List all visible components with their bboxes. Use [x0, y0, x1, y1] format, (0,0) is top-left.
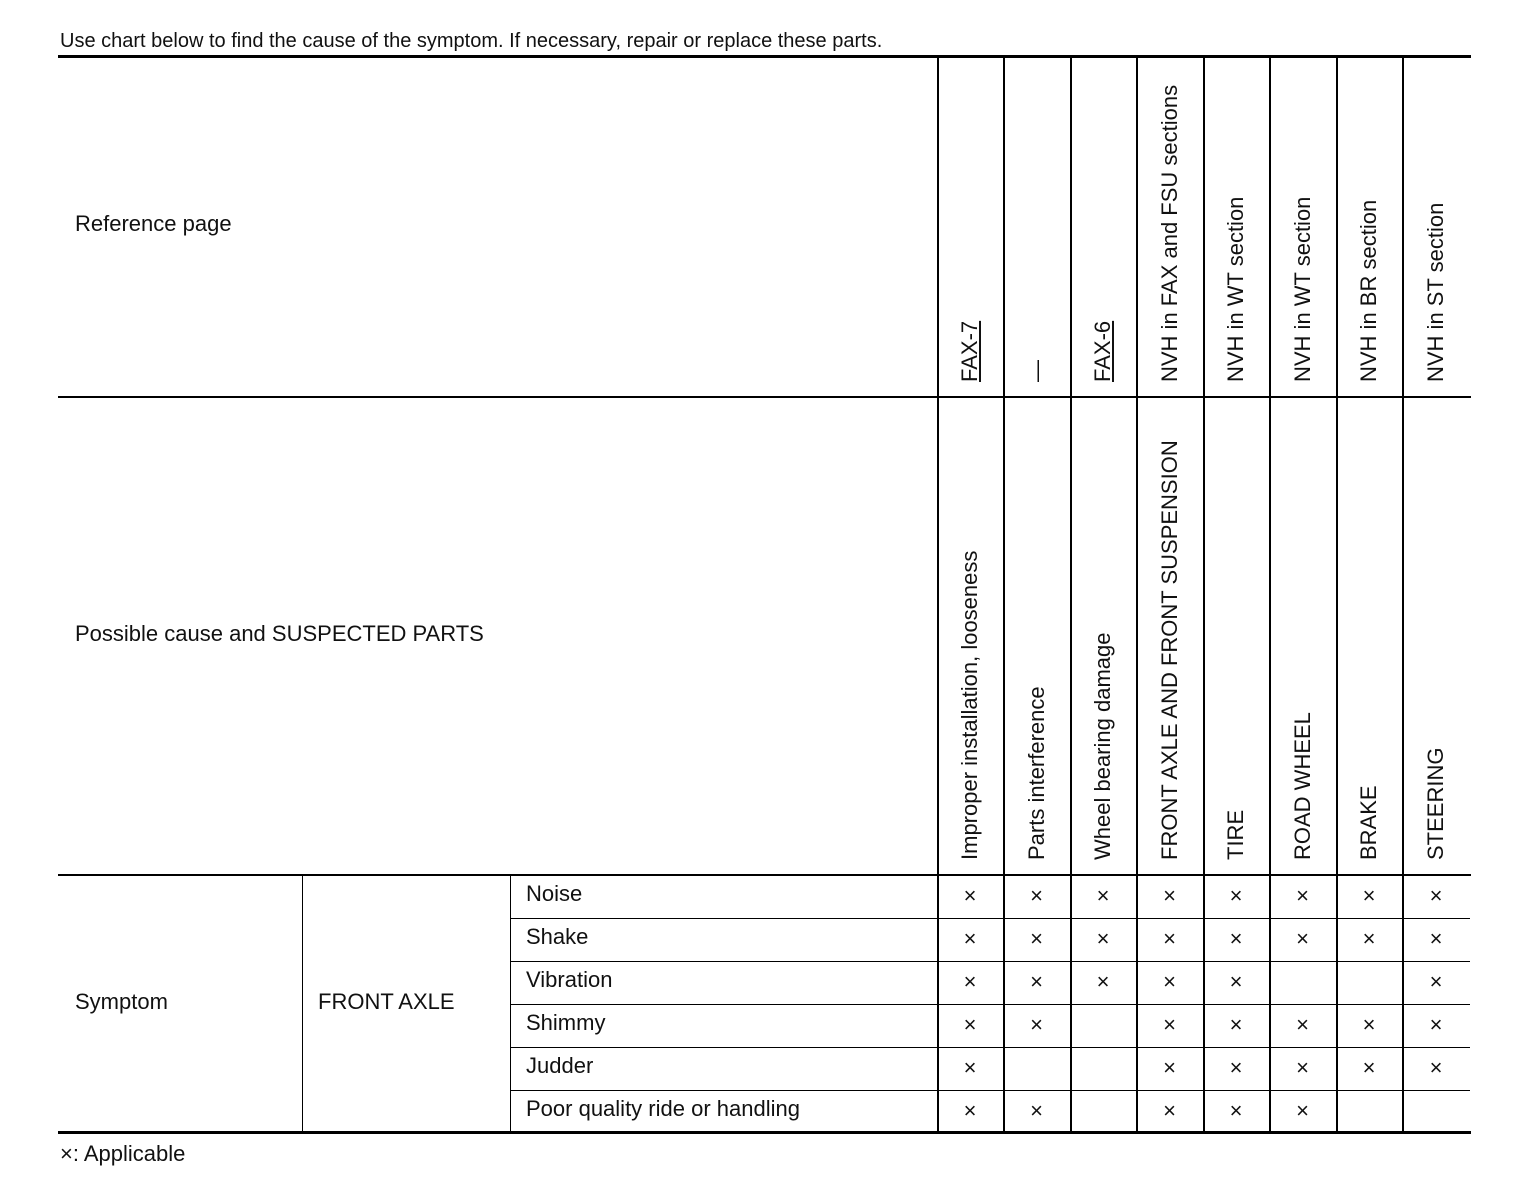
applicable-mark: × — [1362, 1012, 1376, 1037]
intro-text: Use chart below to find the cause of the symptom. If necessary, repair or replace these parts. — [60, 30, 883, 52]
table-row-symptom: Shimmy — [526, 1010, 606, 1035]
applicable-mark: × — [1163, 1055, 1176, 1080]
cause-3: Wheel bearing damage — [1090, 632, 1115, 860]
applicable-mark: × — [1229, 1055, 1243, 1080]
symptom-label: Symptom — [75, 989, 168, 1014]
rule-row-5 — [511, 1090, 1470, 1091]
applicable-mark: × — [1362, 883, 1376, 908]
applicable-mark: × — [1030, 1098, 1043, 1123]
applicable-mark: × — [963, 1098, 977, 1123]
applicable-mark: × — [1229, 1012, 1243, 1037]
table-row-symptom: Vibration — [526, 967, 613, 992]
applicable-mark: × — [1030, 926, 1043, 951]
cause-8: STEERING — [1423, 747, 1448, 860]
applicable-mark: × — [1163, 1098, 1176, 1123]
applicable-mark: × — [1229, 926, 1243, 951]
table-row-symptom: Poor quality ride or handling — [526, 1096, 800, 1121]
rule-row-4 — [511, 1047, 1470, 1048]
applicable-mark: × — [1296, 1055, 1309, 1080]
applicable-mark: × — [1096, 883, 1110, 908]
table-row-symptom: Judder — [526, 1053, 594, 1078]
rule-row-2 — [511, 961, 1470, 962]
possible-cause-label: Possible cause and SUSPECTED PARTS — [75, 621, 484, 646]
reference-page-label: Reference page — [75, 211, 232, 236]
applicable-mark: × — [1429, 926, 1443, 951]
applicable-mark: × — [1096, 926, 1110, 951]
applicable-mark: × — [1296, 1098, 1309, 1123]
rule-column-1 — [937, 58, 939, 1132]
applicable-mark: × — [1229, 969, 1243, 994]
applicable-mark: × — [1229, 883, 1243, 908]
applicable-mark: × — [1163, 1012, 1176, 1037]
reference-6: NVH in WT section — [1289, 196, 1315, 382]
cause-6: ROAD WHEEL — [1289, 712, 1315, 860]
applicable-mark: × — [963, 969, 977, 994]
applicable-mark: × — [1229, 1098, 1243, 1123]
applicable-mark: × — [963, 883, 977, 908]
applicable-mark: × — [1429, 969, 1443, 994]
rule-bottom — [58, 1131, 1471, 1134]
applicable-mark: × — [1096, 969, 1110, 994]
applicable-mark: × — [1163, 969, 1176, 994]
reference-5: NVH in WT section — [1223, 196, 1248, 382]
reference-1: FAX-7 — [957, 320, 982, 382]
rule-axle-divider — [510, 875, 511, 1132]
footnote: ×: Applicable — [60, 1141, 186, 1166]
reference-4: NVH in FAX and FSU sections — [1156, 84, 1182, 382]
applicable-mark: × — [1030, 883, 1043, 908]
applicable-mark: × — [1296, 883, 1309, 908]
rule-column-3 — [1070, 58, 1072, 1132]
reference-2: — — [1023, 360, 1049, 382]
rule-row-1 — [511, 918, 1470, 919]
front-axle-label: FRONT AXLE — [318, 989, 455, 1014]
rule-column-8 — [1402, 58, 1404, 1132]
reference-8: NVH in ST section — [1423, 202, 1448, 382]
cause-2: Parts interference — [1023, 686, 1049, 860]
applicable-mark: × — [963, 1012, 977, 1037]
cause-7: BRAKE — [1356, 785, 1381, 860]
reference-7: NVH in BR section — [1356, 199, 1381, 382]
rule-ref-bottom — [58, 396, 1471, 398]
applicable-mark: × — [1429, 1055, 1443, 1080]
applicable-mark: × — [1030, 1012, 1043, 1037]
rule-cause-bottom — [58, 874, 1471, 876]
cause-4: FRONT AXLE AND FRONT SUSPENSION — [1156, 440, 1182, 860]
applicable-mark: × — [1362, 1055, 1376, 1080]
applicable-mark: × — [963, 926, 977, 951]
table-row-symptom: Shake — [526, 924, 589, 949]
applicable-mark: × — [1429, 1012, 1443, 1037]
cause-1: Improper installation, looseness — [957, 550, 982, 860]
applicable-mark: × — [963, 1055, 977, 1080]
rule-column-4 — [1136, 58, 1138, 1132]
cause-5: TIRE — [1223, 809, 1248, 860]
rule-column-5 — [1203, 58, 1205, 1132]
applicable-mark: × — [1030, 969, 1043, 994]
rule-column-2 — [1003, 58, 1005, 1132]
reference-3: FAX-6 — [1090, 320, 1115, 382]
applicable-mark: × — [1296, 1012, 1309, 1037]
rule-column-6 — [1269, 58, 1271, 1132]
applicable-mark: × — [1362, 926, 1376, 951]
applicable-mark: × — [1163, 926, 1176, 951]
rule-symptom-divider — [302, 875, 303, 1132]
rule-column-7 — [1336, 58, 1338, 1132]
rule-top — [58, 55, 1471, 58]
applicable-mark: × — [1429, 883, 1443, 908]
applicable-mark: × — [1163, 883, 1176, 908]
table-row-symptom: Noise — [526, 881, 583, 906]
rule-row-3 — [511, 1004, 1470, 1005]
applicable-mark: × — [1296, 926, 1309, 951]
